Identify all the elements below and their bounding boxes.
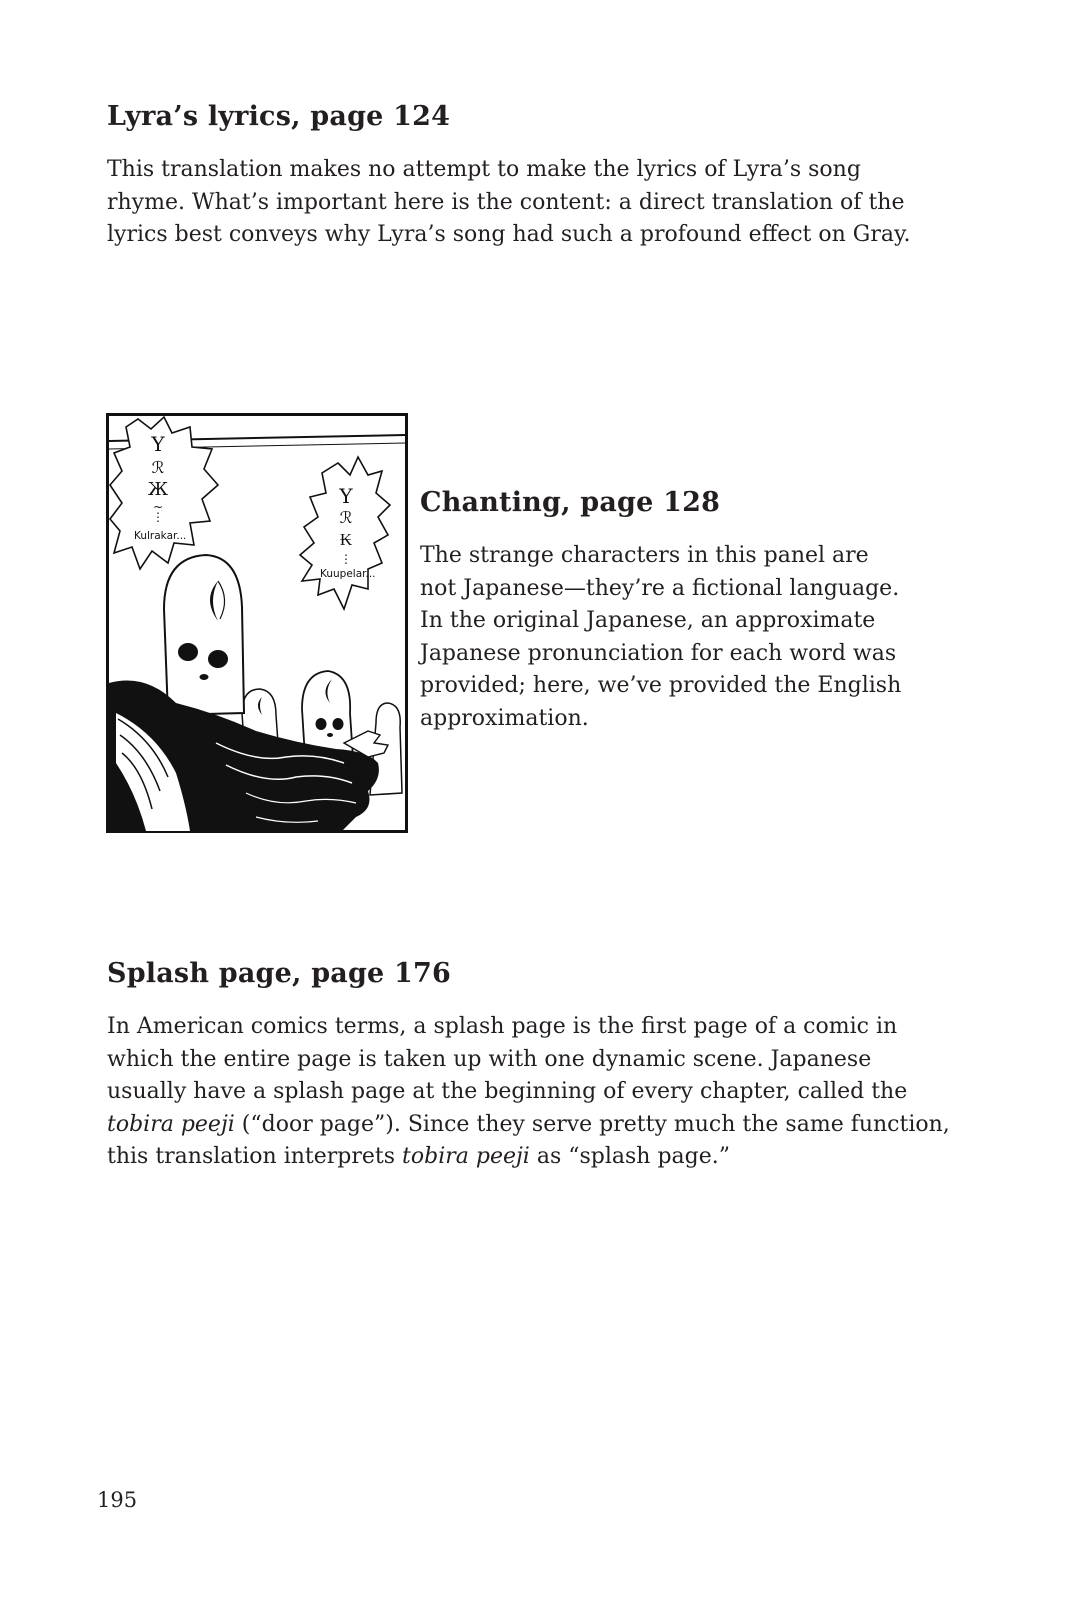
svg-text:ℛ: ℛ <box>151 458 165 477</box>
text-line <box>107 1044 987 1077</box>
svg-text:Ж: Ж <box>147 479 169 500</box>
svg-text:₭: ₭ <box>339 530 353 550</box>
text-line: In the original Japanese, an approximate <box>420 608 876 633</box>
text-line: lyrics best conveys why Lyra’s song had such a profound effect on Gray. <box>107 222 911 247</box>
section-heading-chanting: Chanting, page 128 <box>420 487 721 518</box>
text-line: approximation. <box>420 705 589 731</box>
text-segment: this translation interprets <box>107 1144 403 1169</box>
svg-text:Y: Y <box>151 432 165 456</box>
svg-text:⋮: ⋮ <box>152 510 164 524</box>
text-segment: as “splash page.” <box>529 1144 731 1169</box>
bubble-left-caption: Kulrakar... <box>134 530 187 542</box>
svg-text:⋮: ⋮ <box>340 552 352 566</box>
section-heading-splash-page: Splash page, page 176 <box>107 958 451 989</box>
section-body-lyras-lyrics <box>107 154 987 252</box>
text-line <box>107 1109 987 1142</box>
text-segment: In American comics terms, a splash page is the first page of a comic in <box>107 1014 898 1039</box>
text-segment: which the entire page is taken up with one dynamic scene. Japanese <box>107 1046 872 1072</box>
svg-text:Y: Y <box>339 484 353 508</box>
text-line <box>107 1011 987 1044</box>
bubble-right-caption: Kuupelar... <box>320 568 376 580</box>
text-line: The strange characters in this panel are <box>420 543 869 568</box>
text-line <box>107 1076 987 1109</box>
italic-term: tobira peeji <box>402 1144 530 1169</box>
page-number: 195 <box>97 1488 138 1512</box>
svg-text:~: ~ <box>152 500 164 514</box>
text-line: This translation makes no attempt to make the lyrics of Lyra’s song <box>107 157 861 182</box>
text-line: provided; here, we’ve provided the English <box>420 673 902 698</box>
text-segment: usually have a splash page at the beginning of every chapter, called the <box>107 1079 908 1104</box>
svg-text:ℛ: ℛ <box>339 508 353 527</box>
text-line: Japanese pronunciation for each word was <box>420 640 897 666</box>
italic-term: tobira peeji <box>107 1111 235 1137</box>
text-line <box>107 1141 987 1174</box>
text-segment: (“door page”). Since they serve pretty much the same function, <box>234 1111 950 1137</box>
text-line: rhyme. What’s important here is the content: a direct translation of the <box>107 189 905 215</box>
section-body-chanting <box>420 540 980 735</box>
manga-panel-illustration <box>106 413 408 833</box>
text-line: not Japanese—they’re a fictional language. <box>420 575 900 601</box>
section-heading-lyras-lyrics: Lyra’s lyrics, page 124 <box>107 101 451 132</box>
section-body-splash-page <box>107 1011 987 1174</box>
